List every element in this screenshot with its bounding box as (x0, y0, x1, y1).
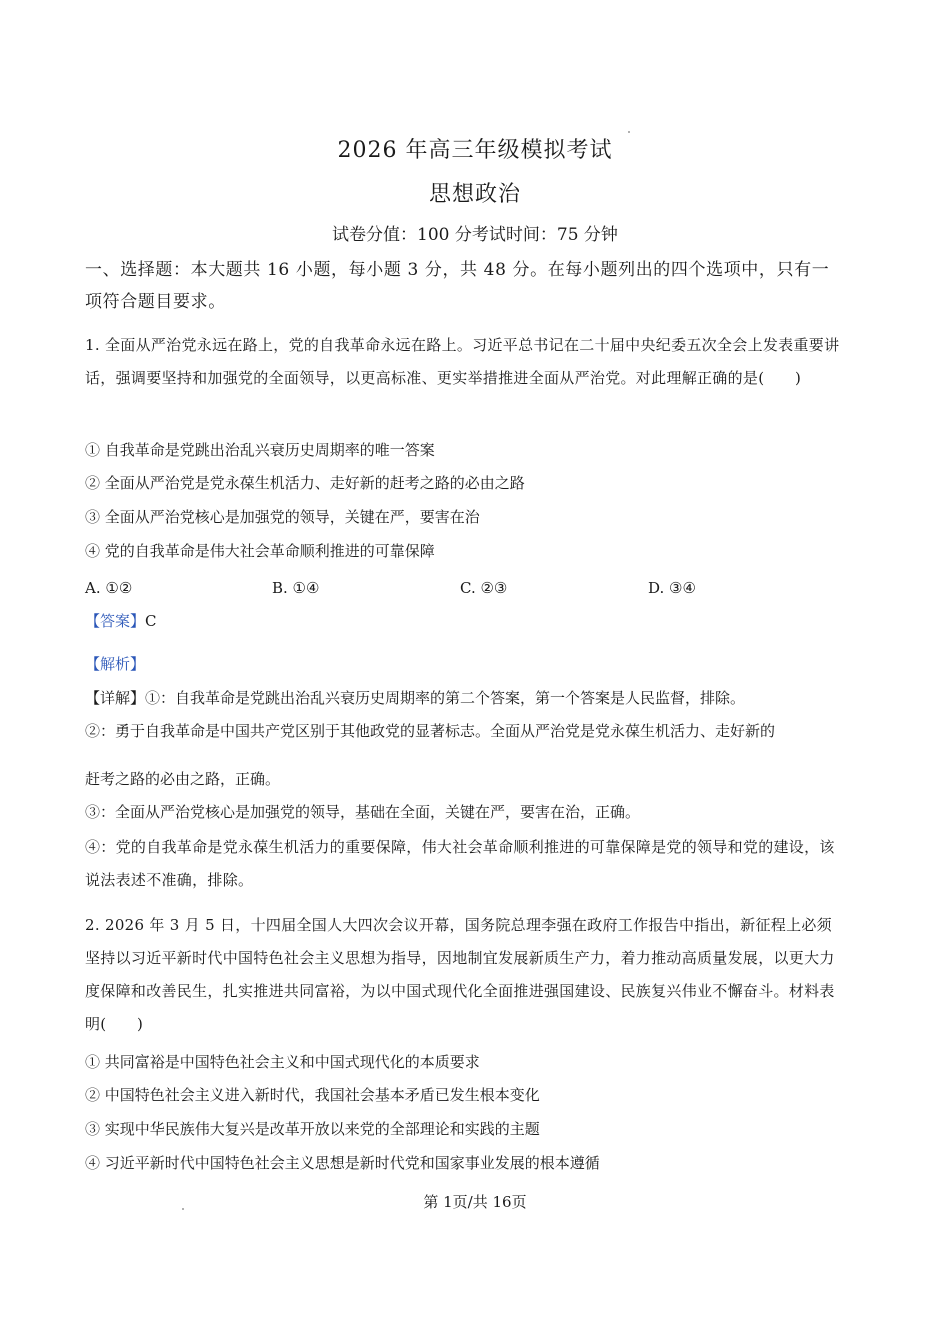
q1-detail-line-3: ③：全面从严治党核心是加强党的领导，基础在全面，关键在严，要害在治，正确。 (85, 803, 641, 821)
answer-value: C (145, 612, 157, 630)
q1-statement-1: ① 自我革命是党跳出治乱兴衰历史周期率的唯一答案 (85, 441, 435, 459)
question-1-stem: 1. 全面从严治党永远在路上，党的自我革命永远在路上。习近平总书记在二十届中央纪委五次全会上发表重要讲话，强调要坚持和加强党的全面领导，以更高标准、更实举措推进全面从严治党。对此理解正确的是( ) (85, 336, 840, 387)
q1-option-d: D. ③④ (648, 579, 696, 597)
detail-tag: 【详解】 (85, 689, 146, 707)
page-footer: 第 1页/共 16页 (423, 1193, 527, 1211)
q1-option-a: A. ①② (85, 579, 133, 597)
q2-statement-4: ④ 习近平新时代中国特色社会主义思想是新时代党和国家事业发展的根本遵循 (85, 1154, 600, 1172)
q1-detail-line-2b: 赶考之路的必由之路，正确。 (85, 770, 281, 788)
q1-detail-line-2a: ②：勇于自我革命是中国共产党区别于其他政党的显著标志。全面从严治党是党永葆生机活力、走好新的 (85, 722, 776, 740)
speck-mark (182, 1208, 184, 1210)
q1-analysis-line (85, 653, 855, 675)
speck-mark (628, 131, 630, 133)
answer-tag: 【答案】 (85, 612, 146, 630)
exam-title: 2026 年高三年级模拟考试 (337, 138, 613, 163)
exam-meta: 试卷分值：100 分考试时间：75 分钟 (332, 225, 618, 245)
q1-option-b: B. ①④ (272, 579, 320, 597)
q1-option-c: C. ②③ (460, 579, 508, 597)
q1-statement-3: ③ 全面从严治党核心是加强党的领导，关键在严，要害在治 (85, 508, 480, 526)
q1-statement-2: ② 全面从严治党是党永葆生机活力、走好新的赶考之路的必由之路 (85, 474, 525, 492)
q2-statement-2: ② 中国特色社会主义进入新时代，我国社会基本矛盾已发生根本变化 (85, 1086, 540, 1104)
analysis-tag: 【解析】 (85, 655, 146, 673)
q1-detail-line-1 (85, 687, 855, 709)
q1-detail-line-4: ④：党的自我革命是党永葆生机活力的重要保障，伟大社会革命顺利推进的可靠保障是党的领导和党的建设，该说法表述不准确，排除。 (85, 838, 835, 889)
question-2-stem: 2. 2026 年 3 月 5 日，十四届全国人大四次会议开幕，国务院总理李强在政府工作报告中指出，新征程上必须坚持以习近平新时代中国特色社会主义思想为指导，因地制宜发展新质生产力，着力推动高质量发展，以更大力度保障和改善民生，扎实推进共同富裕，为以中国式现代化全面推进强国建设、民族复兴伟业不懈奋斗。材料表明( ) (85, 916, 835, 1033)
detail-1: ①：自我革命是党跳出治乱兴衰历史周期率的第二个答案，第一个答案是人民监督，排除。 (145, 689, 746, 707)
q2-statement-1: ① 共同富裕是中国特色社会主义和中国式现代化的本质要求 (85, 1053, 480, 1071)
q1-answer-line (85, 610, 855, 632)
q1-statement-4: ④ 党的自我革命是伟大社会革命顺利推进的可靠保障 (85, 542, 435, 560)
section-heading: 一、选择题：本大题共 16 小题，每小题 3 分，共 48 分。在每小题列出的四个选项中，只有一项符合题目要求。 (85, 260, 830, 312)
q2-statement-3: ③ 实现中华民族伟大复兴是改革开放以来党的全部理论和实践的主题 (85, 1120, 540, 1138)
subject-title: 思想政治 (428, 182, 521, 207)
